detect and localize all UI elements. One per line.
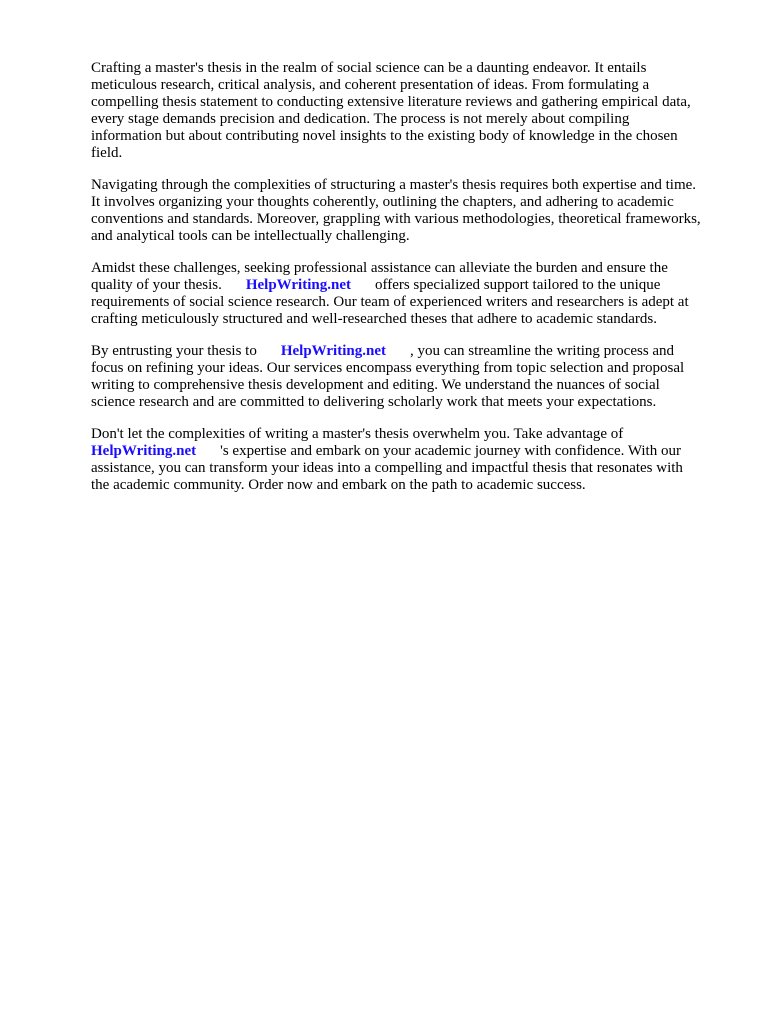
text-line: meticulous research, critical analysis, and coherent presentation of ideas. From formulating a [91,77,650,93]
paragraph-3 [91,260,731,328]
text-line-with-link [91,343,731,360]
text-line-with-link [91,443,731,460]
paragraph-1 [91,60,731,162]
text-line: requirements of social science research. Our team of experienced writers and researchers is adept at [91,294,689,310]
paragraph-4 [91,343,731,411]
paragraph-5 [91,426,731,494]
text-line: focus on refining your ideas. Our services encompass everything from topic selection and proposal [91,360,685,376]
text-line: every stage demands precision and dedication. The process is not merely about compiling [91,111,630,127]
text-line-with-link [91,277,731,294]
text-line: compelling thesis statement to conducting extensive literature reviews and gathering empirical data, [91,94,691,110]
text-line: information but about contributing novel insights to the existing body of knowledge in the chosen [91,128,678,144]
paragraph-2 [91,177,731,245]
text-line: Navigating through the complexities of structuring a master's thesis requires both expertise and time. [91,177,697,193]
text-line: the academic community. Order now and embark on the path to academic success. [91,477,586,493]
text-line: Amidst these challenges, seeking professional assistance can alleviate the burden and ensure the [91,260,668,276]
helpwriting-link[interactable]: HelpWriting.net [280,343,386,359]
text-line: field. [91,145,123,161]
text-line: crafting meticulously structured and well-researched theses that adhere to academic standards. [91,311,658,327]
text-line: Don't let the complexities of writing a master's thesis overwhelm you. Take advantage of [91,426,624,442]
text-line: It involves organizing your thoughts coherently, outlining the chapters, and adhering to academic [91,194,674,210]
helpwriting-link[interactable]: HelpWriting.net [245,277,351,293]
text-segment: , you can streamline the writing process and [409,343,675,359]
text-segment: quality of your thesis. [91,277,222,293]
document-body [91,60,731,509]
text-segment: By entrusting your thesis to [91,343,257,359]
text-line: conventions and standards. Moreover, grappling with various methodologies, theoretical frameworks, [91,211,701,227]
text-line: and analytical tools can be intellectually challenging. [91,228,410,244]
text-segment: 's expertise and embark on your academic journey with confidence. With our [220,443,681,459]
text-segment: offers specialized support tailored to the unique [374,277,661,293]
text-line: assistance, you can transform your ideas into a compelling and impactful thesis that resonates with [91,460,683,476]
text-line: science research and are committed to delivering scholarly work that meets your expectations. [91,394,657,410]
text-line: Crafting a master's thesis in the realm of social science can be a daunting endeavor. It entails [91,60,647,76]
helpwriting-link[interactable]: HelpWriting.net [91,443,197,459]
text-line: writing to comprehensive thesis development and editing. We understand the nuances of social [91,377,660,393]
